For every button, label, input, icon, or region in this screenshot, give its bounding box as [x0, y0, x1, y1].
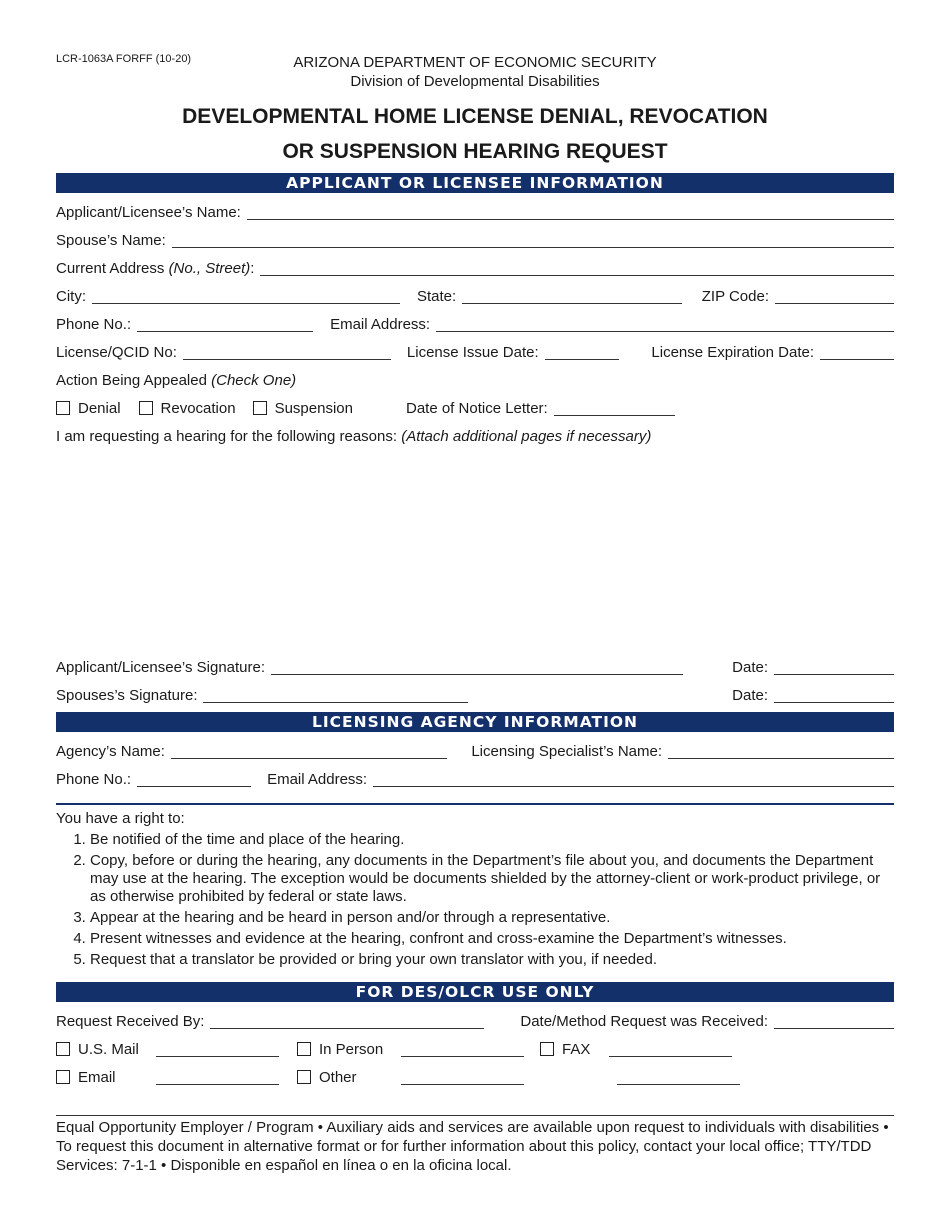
spouse-name-row — [56, 228, 894, 250]
received-by-row — [56, 1009, 894, 1031]
city-label: City: — [56, 288, 86, 305]
suspension-checkbox[interactable] — [253, 401, 267, 415]
phone-label: Phone No.: — [56, 316, 132, 333]
city-state-zip-row — [56, 284, 894, 306]
email-label: Email Address: — [330, 316, 431, 333]
applicant-signature-date-label: Date: — [732, 659, 768, 676]
applicant-section-header: APPLICANT OR LICENSEE INFORMATION — [56, 173, 894, 193]
footer-notice: Equal Opportunity Employer / Program • Auxiliary aids and services are available upon request to individuals with disabilities • To request this document in alternative format or for further information about this policy, contact your local office; TTY/TDD Services: 7-1-1 • Disponible en español en línea o en la oficina local. — [56, 1119, 889, 1174]
received-method-field[interactable] — [774, 1028, 894, 1029]
office-use-section-header: FOR DES/OLCR USE ONLY — [56, 982, 894, 1002]
rights-list — [56, 831, 894, 969]
received-method-label: Date/Method Request was Received: — [520, 1013, 768, 1030]
city-field[interactable] — [92, 303, 400, 304]
denial-label: Denial — [78, 400, 121, 417]
agency-phone-field[interactable] — [137, 786, 251, 787]
spouse-signature-row — [56, 683, 894, 705]
spouse-signature-label: Spouses’s Signature: — [56, 687, 198, 704]
expiration-date-label: License Expiration Date: — [651, 344, 814, 361]
applicant-signature-field[interactable] — [271, 674, 683, 675]
method-row-2 — [56, 1065, 894, 1087]
agency-email-label: Email Address: — [267, 771, 368, 788]
us-mail-field[interactable] — [156, 1056, 279, 1057]
agency-email-field[interactable] — [373, 786, 894, 787]
other-checkbox[interactable] — [297, 1070, 311, 1084]
address-field[interactable] — [260, 275, 894, 276]
fax-label: FAX — [562, 1041, 591, 1058]
agency-name-label: Agency’s Name: — [56, 743, 165, 760]
form-title — [0, 99, 950, 169]
agency-name: ARIZONA DEPARTMENT OF ECONOMIC SECURITY — [293, 54, 657, 71]
in-person-checkbox[interactable] — [297, 1042, 311, 1056]
received-by-label: Request Received By: — [56, 1013, 205, 1030]
notice-date-field[interactable] — [554, 415, 675, 416]
issue-date-field[interactable] — [545, 359, 619, 360]
spouse-name-field[interactable] — [172, 247, 894, 248]
address-label: Current Address (No., Street): — [56, 260, 255, 277]
rights-section — [56, 810, 894, 972]
applicant-signature-date-field[interactable] — [774, 674, 894, 675]
specialist-name-field[interactable] — [668, 758, 894, 759]
state-label: State: — [417, 288, 457, 305]
form-code: LCR-1063A FORFF (10-20) — [56, 53, 192, 65]
notice-date-label: Date of Notice Letter: — [405, 400, 548, 417]
in-person-label: In Person — [319, 1041, 384, 1058]
email-method-label: Email — [78, 1069, 116, 1086]
agency-contact-row — [56, 767, 894, 789]
applicant-name-label: Applicant/Licensee’s Name: — [56, 204, 241, 221]
applicant-signature-label: Applicant/Licensee’s Signature: — [56, 659, 266, 676]
zip-label: ZIP Code: — [701, 288, 769, 305]
agency-row — [56, 739, 894, 761]
applicant-signature-row — [56, 655, 894, 677]
us-mail-checkbox[interactable] — [56, 1042, 70, 1056]
section-divider — [56, 803, 894, 805]
address-row — [56, 256, 894, 278]
spouse-signature-date-field[interactable] — [774, 702, 894, 703]
agency-name-field[interactable] — [171, 758, 447, 759]
zip-field[interactable] — [775, 303, 894, 304]
revocation-label: Revocation — [160, 400, 236, 417]
other-extra-field[interactable] — [617, 1084, 740, 1085]
spouse-name-label: Spouse’s Name: — [56, 232, 166, 249]
phone-field[interactable] — [137, 331, 313, 332]
reasons-row — [56, 424, 894, 446]
agency-header — [0, 53, 950, 91]
division-name: Division of Developmental Disabilities — [350, 73, 600, 90]
agency-phone-label: Phone No.: — [56, 771, 132, 788]
fax-checkbox[interactable] — [540, 1042, 554, 1056]
rights-item: 4. Present witnesses and evidence at the hearing, confront and cross-examine the Department’s witnesses. — [90, 930, 894, 948]
rights-item: 1. Be notified of the time and place of the hearing. — [90, 831, 894, 849]
other-label: Other — [319, 1069, 357, 1086]
title-line-1: DEVELOPMENTAL HOME LICENSE DENIAL, REVOCATION — [182, 105, 768, 128]
action-label: Action Being Appealed (Check One) — [56, 372, 297, 389]
rights-item: 2. Copy, before or during the hearing, any documents in the Department’s file about you, and documents the Department may use at the hearing. The exception would be documents shielded by the attorney-client or work-product privilege, or as otherwise prohibited by federal or state laws. — [90, 852, 894, 906]
email-field[interactable] — [436, 331, 894, 332]
rights-item: 5. Request that a translator be provided or bring your own translator with you, if needed. — [90, 951, 894, 969]
denial-checkbox[interactable] — [56, 401, 70, 415]
reasons-label: I am requesting a hearing for the following reasons: (Attach additional pages if necessary) — [56, 428, 652, 445]
received-by-field[interactable] — [210, 1028, 484, 1029]
expiration-date-field[interactable] — [820, 359, 894, 360]
license-field[interactable] — [183, 359, 391, 360]
reasons-text-area[interactable] — [56, 452, 894, 648]
license-label: License/QCID No: — [56, 344, 177, 361]
spouse-signature-date-label: Date: — [732, 687, 768, 704]
footer-divider — [56, 1115, 894, 1116]
applicant-name-field[interactable] — [247, 219, 894, 220]
fax-field[interactable] — [609, 1056, 732, 1057]
method-row-1 — [56, 1037, 894, 1059]
license-row — [56, 340, 894, 362]
action-options-row — [56, 396, 894, 418]
other-field[interactable] — [401, 1084, 524, 1085]
suspension-label: Suspension — [274, 400, 353, 417]
spouse-signature-field[interactable] — [203, 702, 467, 703]
phone-email-row — [56, 312, 894, 334]
email-method-field[interactable] — [156, 1084, 279, 1085]
state-field[interactable] — [462, 303, 682, 304]
in-person-field[interactable] — [401, 1056, 524, 1057]
issue-date-label: License Issue Date: — [406, 344, 539, 361]
title-line-2: OR SUSPENSION HEARING REQUEST — [282, 140, 668, 163]
rights-item: 3. Appear at the hearing and be heard in person and/or through a representative. — [90, 909, 894, 927]
applicant-name-row — [56, 200, 894, 222]
licensing-section-header: LICENSING AGENCY INFORMATION — [56, 712, 894, 732]
action-row — [56, 368, 894, 390]
specialist-name-label: Licensing Specialist’s Name: — [471, 743, 662, 760]
email-checkbox[interactable] — [56, 1070, 70, 1084]
us-mail-label: U.S. Mail — [78, 1041, 139, 1058]
revocation-checkbox[interactable] — [139, 401, 153, 415]
rights-intro: You have a right to: — [56, 810, 185, 827]
